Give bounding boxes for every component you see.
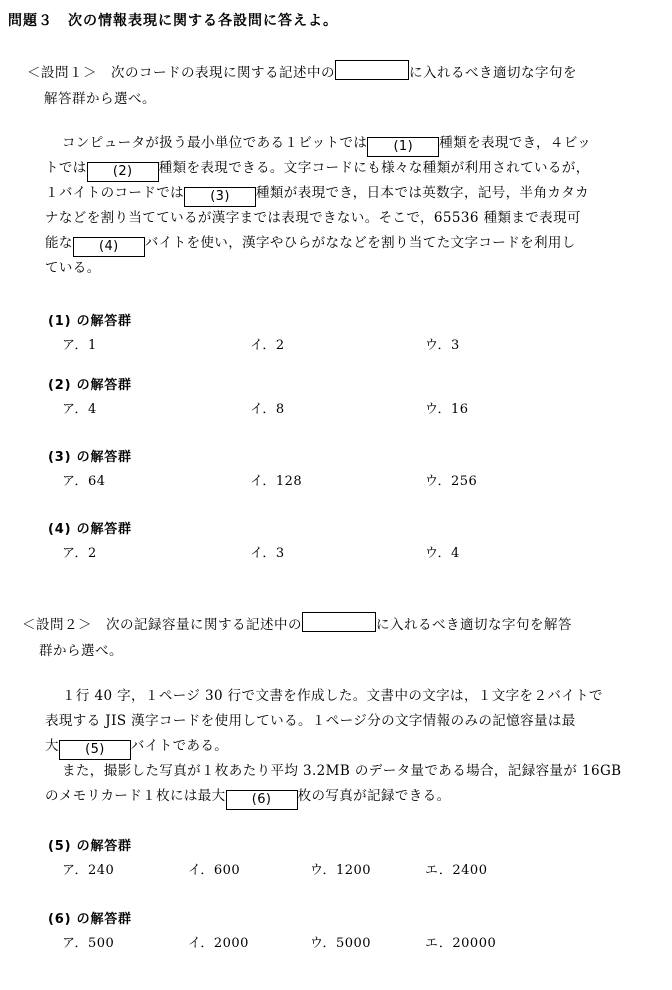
answer-option[interactable]: エ．2400 [425,863,488,878]
q2-line-5: のメモリカード１枚には最大 (6) 枚の写真が記録できる。 [45,784,650,810]
answer-group-label: (1) の解答群 [48,314,132,329]
blank-6[interactable]: (6) [226,790,298,810]
answer-option[interactable]: イ．128 [250,474,303,489]
blank-2[interactable]: (2) [87,162,159,182]
q1-line-2: トでは (2) 種類を表現できる。文字コードにも様々な種類が利用されているが， [45,156,650,182]
q1-line-3: １バイトのコードでは (3) 種類が表現でき，日本では英数字，記号，半角カタカ [45,181,650,207]
q2-blank-sample [302,612,376,632]
answer-option[interactable]: ア．2 [62,546,97,561]
q2-line-1: １行 40 字，１ページ 30 行で文書を作成した。文書中の文字は，１文字を２バイトで [62,688,603,704]
q2-header [22,612,642,664]
q1-header-text-2: に入れるべき適切な字句を [409,65,577,81]
answer-group-label: (2) の解答群 [48,378,132,393]
answer-option[interactable]: イ．2 [250,338,285,353]
q1-header-text-3: 解答群から選べ。 [44,91,156,107]
answer-option[interactable]: ア．1 [62,338,97,353]
q2-header-text: ＜設問２＞ 次の記録容量に関する記述中の [22,617,302,633]
blank-3[interactable]: (3) [184,187,256,207]
answer-group-label: (3) の解答群 [48,450,132,465]
q1-line-1: コンピュータが扱う最小単位である１ビットでは (1) 種類を表現でき，４ビッ [62,131,652,157]
answer-option[interactable]: ア．500 [62,936,115,951]
answer-option[interactable]: ウ．5000 [310,936,372,951]
q2-line-3: 大 (5) バイトである。 [45,734,650,760]
answer-group-label: (6) の解答群 [48,912,132,927]
answer-group-label: (4) の解答群 [48,522,132,537]
q1-line-6: ている。 [45,260,101,276]
q2-header-text-3: 群から選べ。 [39,643,123,659]
blank-4[interactable]: (4) [73,237,145,257]
answer-option[interactable]: ウ．4 [425,546,460,561]
answer-option[interactable]: イ．3 [250,546,285,561]
answer-option[interactable]: ウ．256 [425,474,478,489]
blank-1[interactable]: (1) [367,137,439,157]
answer-option[interactable]: イ．2000 [188,936,249,951]
q2-line-2: 表現する JIS 漢字コードを使用している。１ページ分の文字情報のみの記憶容量は最 [45,713,576,729]
answer-option[interactable]: ア．4 [62,402,97,417]
answer-option[interactable]: エ．20000 [425,936,497,951]
answer-option[interactable]: ウ．16 [425,402,469,417]
answer-group-label: (5) の解答群 [48,839,132,854]
answer-option[interactable]: ア．64 [62,474,106,489]
answer-option[interactable]: イ．8 [250,402,285,417]
q2-header-text-2: に入れるべき適切な字句を解答 [376,617,572,633]
answer-option[interactable]: イ．600 [188,863,241,878]
blank-5[interactable]: (5) [59,740,131,760]
q1-header [27,60,647,112]
q1-line-4: ナなどを割り当てているが漢字までは表現できない。そこで，65536 種類まで表現可 [45,210,581,226]
answer-option[interactable]: ウ．1200 [310,863,372,878]
answer-option[interactable]: ア．240 [62,863,115,878]
q1-line-5: 能な (4) バイトを使い，漢字やひらがななどを割り当てた文字コードを利用し [45,231,650,257]
q2-line-4: また，撮影した写真が１枚あたり平均 3.2MB のデータ量である場合，記録容量が 16GB [62,763,622,779]
problem-title: 問題３ 次の情報表現に関する各設問に答えよ。 [8,13,338,29]
q1-blank-sample [335,60,409,80]
answer-option[interactable]: ウ．3 [425,338,460,353]
q1-header-text: ＜設問１＞ 次のコードの表現に関する記述中の [27,65,335,81]
